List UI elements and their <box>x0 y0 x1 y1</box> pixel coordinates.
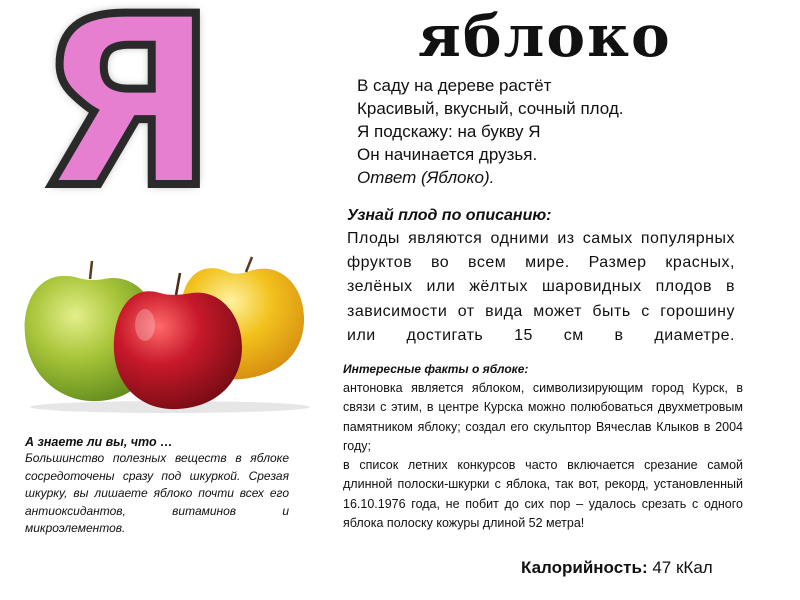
fact-item: антоновка является яблоком, символизирующим город Курск, в связи с этим, в центре Курска можно полюбоваться двухметровым памятником яблоку; создал его скульптор Вячеслав Клыков в 2004 году; <box>343 381 743 453</box>
facts-heading: Интересные факты о яблоке: <box>343 361 532 377</box>
riddle-line: Он начинается друзья. <box>357 145 538 164</box>
riddle <box>357 74 777 189</box>
riddle-line: В саду на дереве растёт <box>357 76 552 95</box>
riddle-line: Красивый, вкусный, сочный плод. <box>357 99 624 118</box>
riddle-line: Я подскажу: на букву Я <box>357 122 541 141</box>
did-you-know-heading: А знаете ли вы, что … <box>25 435 173 449</box>
facts-list <box>343 379 743 533</box>
fact-item: в список летних конкурсов часто включается срезание самой длинной полоски-шкурки с яблока, так вот, рекорд, установленный 16.10.1976 года, не побит до сих пор – удалось срезать с одного яблока полоску кожуры длиной 52 метра! <box>343 458 743 531</box>
did-you-know-text: Большинство полезных веществ в яблоке сосредоточены сразу под шкуркой. Срезая шкурку, вы лишаете яблоко почти всех его антиоксидантов, витаминов и микроэлементов. <box>25 451 289 536</box>
description-heading: Узнай плод по описанию: <box>347 207 552 224</box>
calories <box>521 556 713 580</box>
big-letter-ya: Я <box>36 0 218 240</box>
description-text: Плоды являются одними из самых популярных фруктов во всем мире. Размер красных, зелёных или жёлтых шаровидных плодов в зависимости от вида может быть с горошину или достигать 15 см в диаметре. <box>347 230 735 344</box>
calories-value: 47 кКал <box>652 558 713 577</box>
page-title: яблоко <box>418 2 672 70</box>
calories-label: Калорийность: <box>521 558 648 577</box>
riddle-answer: Ответ (Яблоко). <box>357 168 495 187</box>
apples-image <box>20 255 320 415</box>
